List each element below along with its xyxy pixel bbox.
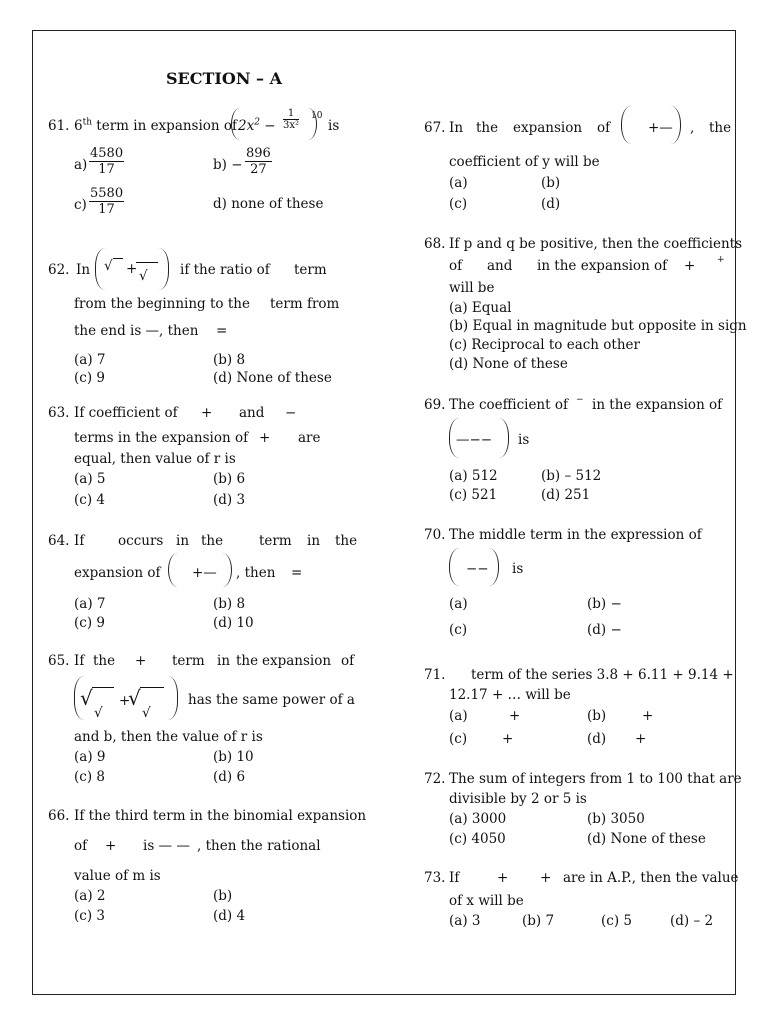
option-a: (a) 512 (449, 468, 498, 484)
option-d: (d) 4 (213, 908, 246, 924)
expression-inner: +— (648, 120, 673, 136)
option-a: (a) 3000 (449, 811, 507, 827)
option-b: (b) 8 (213, 352, 246, 368)
sqrt-sign: √ (104, 258, 113, 274)
option-b: (b) 7 (522, 913, 555, 929)
option-c: (c) 3 (74, 908, 105, 924)
plus-sign: + (635, 731, 647, 747)
option-d: (d) 3 (213, 492, 246, 508)
option-a: (a) 2 (74, 888, 106, 904)
option-a: (a) 7 (74, 596, 106, 612)
question-text: The coefficient of (449, 397, 568, 413)
option-c: (c) 521 (449, 487, 498, 503)
question-number: 64. (48, 533, 70, 549)
option-d: (d) − (587, 622, 622, 638)
question-text: the (93, 653, 116, 669)
option-a: (a) (449, 175, 468, 191)
exponent: 10 (311, 111, 323, 121)
expression-inner: −− (466, 561, 489, 577)
expression-inner: —−− (456, 432, 493, 448)
question-number: 68. (424, 236, 446, 252)
question-text: terms in the expansion of (74, 430, 249, 446)
option-c: (c) (449, 731, 468, 747)
expression-inner: +— (192, 565, 217, 581)
option-d: (d) 251 (541, 487, 591, 503)
question-text: and (239, 405, 265, 421)
question-text: In (449, 120, 464, 136)
option-d: (d) (541, 196, 561, 212)
question-text: expansion of (74, 565, 161, 581)
option-d: d) none of these (213, 196, 324, 212)
question-text: from the beginning to the (74, 296, 250, 312)
question-stem-end: is (328, 118, 340, 134)
sqrt-sign: √ (94, 705, 103, 721)
question-text: equal, then value of r is (74, 451, 236, 467)
option-c: (c) (449, 196, 468, 212)
option-c: (c) Reciprocal to each other (449, 337, 640, 353)
equals-sign: = (291, 565, 303, 581)
question-number: 71. (424, 667, 446, 683)
plus-sign: + (642, 708, 654, 724)
option-a: (a) 9 (74, 749, 106, 765)
question-number: 67. (424, 120, 446, 136)
question-text: of (597, 120, 611, 136)
question-text: the end is —, then (74, 323, 199, 339)
question-text: expansion (513, 120, 583, 136)
question-text: is — — (143, 838, 190, 854)
question-word: In (76, 262, 91, 278)
question-number: 62. (48, 262, 70, 278)
option-d: (d) – 2 (670, 913, 714, 929)
sqrt-sign: √ (139, 268, 148, 284)
option-d: (d) (587, 731, 607, 747)
question-text: are (298, 430, 321, 446)
question-text: is (512, 561, 524, 577)
option-c: (c) 4050 (449, 831, 506, 847)
question-text: the (709, 120, 732, 136)
option-c: (c) 4 (74, 492, 105, 508)
option-a-fraction: $\frac{4580}{17}$ (90, 146, 124, 177)
option-b: (b) (213, 888, 233, 904)
plus-sign: + (135, 653, 147, 669)
option-b: (b) 8 (213, 596, 246, 612)
question-text: in (176, 533, 190, 549)
option-c: (c) 5 (601, 913, 632, 929)
plus-sign: + (119, 693, 131, 709)
question-text: and (487, 258, 513, 274)
sqrt-sign: √ (80, 686, 93, 710)
option-a: (a) 3 (449, 913, 481, 929)
minus-sign: − (285, 405, 297, 421)
option-a: (a) (449, 708, 468, 724)
option-a-label: a) (74, 157, 88, 173)
question-text: is (518, 432, 530, 448)
question-text: if the ratio of (180, 262, 270, 278)
expression-term: $2x^2$ − (238, 117, 276, 134)
option-a: (a) (449, 596, 468, 612)
option-a: (a) Equal (449, 300, 512, 316)
option-b: (b) – 512 (541, 468, 602, 484)
option-c: (c) (449, 622, 468, 638)
plus-sign: + (509, 708, 521, 724)
question-number: 69. (424, 397, 446, 413)
question-text: , then (236, 565, 276, 581)
option-d: (d) None of these (587, 831, 706, 847)
question-text: If (74, 653, 85, 669)
question-text: term (172, 653, 205, 669)
question-text: the (476, 120, 499, 136)
option-c: (c) 9 (74, 615, 105, 631)
question-text: If p and q be positive, then the coefficients (449, 236, 743, 252)
question-text: 12.17 + … will be (449, 687, 571, 703)
option-d: (d) None of these (449, 356, 568, 372)
option-d: (d) 10 (213, 615, 254, 631)
plus-sign: + (201, 405, 213, 421)
option-a: (a) 5 (74, 471, 106, 487)
question-text: term (259, 533, 292, 549)
comma: , (690, 120, 695, 136)
question-number: 70. (424, 527, 446, 543)
question-text: in the expansion of (537, 258, 668, 274)
question-text: If the third term in the binomial expansion (74, 808, 367, 824)
plus-sign: + (502, 731, 514, 747)
question-text: expansion (262, 653, 332, 669)
question-text: of (341, 653, 355, 669)
option-b-fraction: $\frac{896}{27}$ (246, 146, 271, 177)
question-text: of x will be (449, 893, 524, 909)
option-b-label: b) − (213, 157, 243, 173)
question-number: 72. (424, 771, 446, 787)
fraction: $\frac{1}{\text{3x²}}$ (283, 108, 300, 131)
sqrt-sign: √ (128, 686, 141, 710)
equals-sign: = (216, 323, 228, 339)
option-a: (a) 7 (74, 352, 106, 368)
question-text: of (74, 838, 88, 854)
question-text: term of the series 3.8 + 6.11 + 9.14 + (471, 667, 734, 683)
question-stem: 6th term in expansion of (74, 117, 238, 134)
plus-sign: + (717, 255, 725, 265)
option-b: (b) Equal in magnitude but opposite in sign (449, 318, 747, 334)
question-text: , then the rational (197, 838, 321, 854)
minus-sign: − (576, 395, 584, 405)
question-text: If (449, 870, 460, 886)
question-text: term from (270, 296, 340, 312)
question-text: coefficient of y will be (449, 154, 600, 170)
option-c-label: c) (74, 197, 87, 213)
option-c: (c) 9 (74, 370, 105, 386)
plus-sign: + (259, 430, 271, 446)
question-text: and b, then the value of r is (74, 729, 263, 745)
fraction-bar (136, 262, 158, 263)
question-text: of (449, 258, 463, 274)
plus-sign: + (684, 258, 696, 274)
question-text: are in A.P., then the value (563, 870, 739, 886)
question-text: the (335, 533, 358, 549)
question-text: If coefficient of (74, 405, 178, 421)
sqrt-sign: √ (142, 705, 151, 721)
question-text: the (236, 653, 259, 669)
question-number: 63. (48, 405, 70, 421)
question-text: the (201, 533, 224, 549)
option-c: (c) 8 (74, 769, 105, 785)
question-text: The middle term in the expression of (449, 527, 702, 543)
plus-sign: + (105, 838, 117, 854)
option-b: (b) (541, 175, 561, 191)
question-text: value of m is (74, 868, 161, 884)
option-b: (b) 3050 (587, 811, 645, 827)
question-text: If (74, 533, 85, 549)
option-b: (b) − (587, 596, 622, 612)
question-text: The sum of integers from 1 to 100 that are (449, 771, 742, 787)
option-d: (d) 6 (213, 769, 246, 785)
option-b: (b) 10 (213, 749, 254, 765)
option-b: (b) 6 (213, 471, 246, 487)
option-c-fraction: $\frac{5580}{17}$ (90, 186, 124, 217)
page-border (32, 30, 736, 995)
question-text: has the same power of a (188, 692, 355, 708)
option-d: (d) None of these (213, 370, 332, 386)
option-b: (b) (587, 708, 607, 724)
section-title: SECTION – A (166, 69, 282, 88)
question-text: in (307, 533, 321, 549)
question-number: 61. (48, 118, 70, 134)
question-number: 66. (48, 808, 70, 824)
question-text: in the expansion of (592, 397, 723, 413)
plus-sign: + (497, 870, 509, 886)
question-text: occurs (118, 533, 164, 549)
question-text: will be (449, 280, 495, 296)
question-number: 73. (424, 870, 446, 886)
question-text: in (217, 653, 231, 669)
plus-sign: + (126, 261, 138, 277)
question-text: term (294, 262, 327, 278)
question-number: 65. (48, 653, 70, 669)
question-text: divisible by 2 or 5 is (449, 791, 587, 807)
plus-sign: + (540, 870, 552, 886)
